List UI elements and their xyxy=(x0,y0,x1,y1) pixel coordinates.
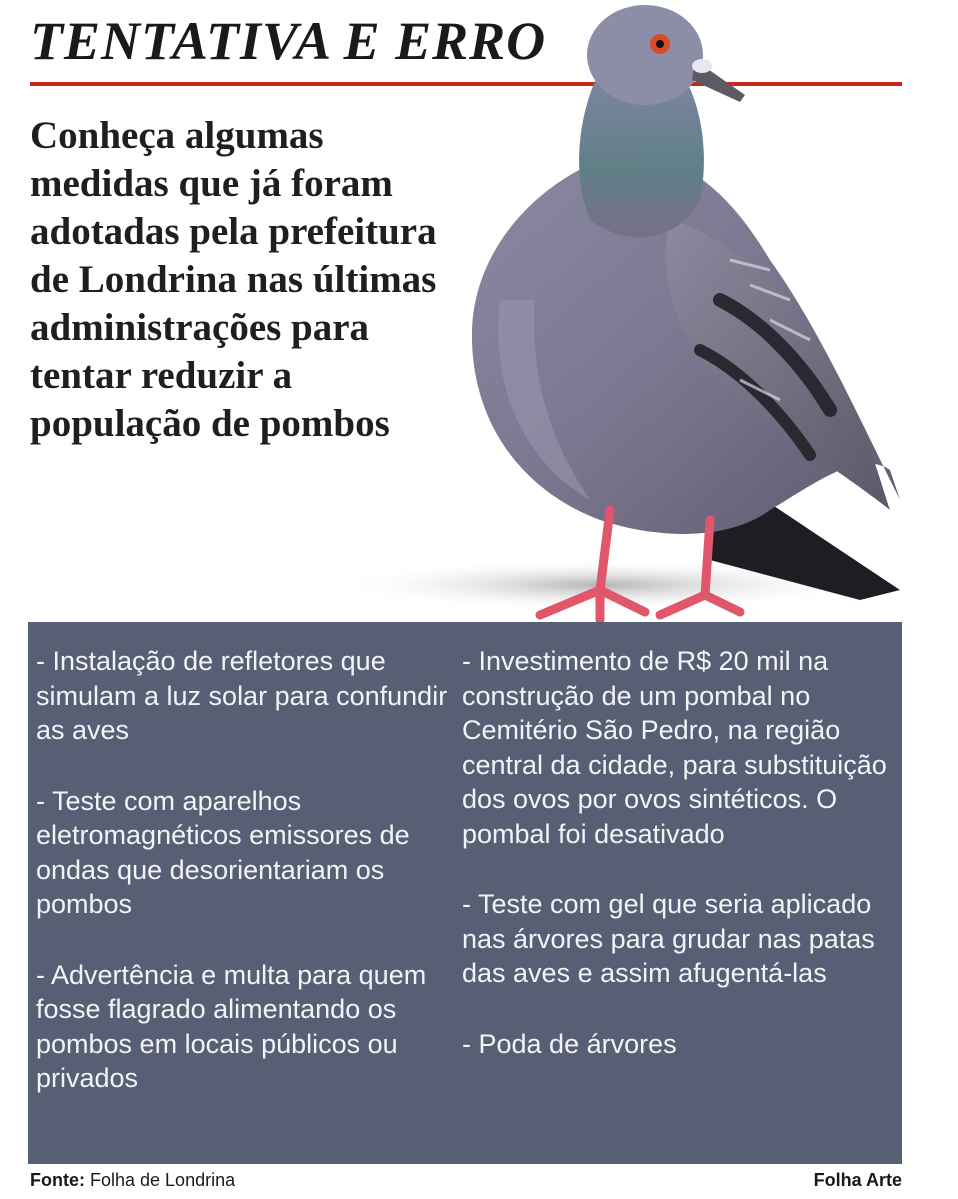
measures-left-column xyxy=(36,644,456,1132)
source-label: Fonte: xyxy=(30,1170,85,1190)
art-credit: Folha Arte xyxy=(813,1170,902,1190)
intro-text: Conheça algumas medidas que já foram adotadas pela prefeitura de Londrina nas últimas administrações para tentar reduzir a população de pombos xyxy=(30,114,437,445)
list-item: - Investimento de R$ 20 mil na construção de um pombal no Cemitério São Pedro, na região central da cidade, para substituição dos ovos por ovos sintéticos. O pombal foi desativado xyxy=(462,646,887,849)
list-item: - Advertência e multa para quem fosse flagrado alimentando os pombos em locais públicos ou privados xyxy=(36,959,427,1093)
pigeon-illustration xyxy=(300,0,940,640)
pigeon-head xyxy=(587,5,703,105)
measures-right-column xyxy=(462,644,902,1097)
measures-panel xyxy=(28,622,902,1164)
page-title: TENTATIVA E ERRO xyxy=(30,11,547,71)
list-item: - Teste com aparelhos eletromagnéticos emissores de ondas que desorientariam os pombos xyxy=(36,785,410,919)
source-credit xyxy=(30,1170,235,1191)
list-item: - Instalação de refletores que simulam a luz solar para confundir as aves xyxy=(36,646,448,745)
list-item: - Teste com gel que seria aplicado nas árvores para grudar nas patas das aves e assim afugentá-las xyxy=(462,889,875,988)
source-value: Folha de Londrina xyxy=(90,1170,236,1190)
list-item: - Poda de árvores xyxy=(462,1028,677,1059)
